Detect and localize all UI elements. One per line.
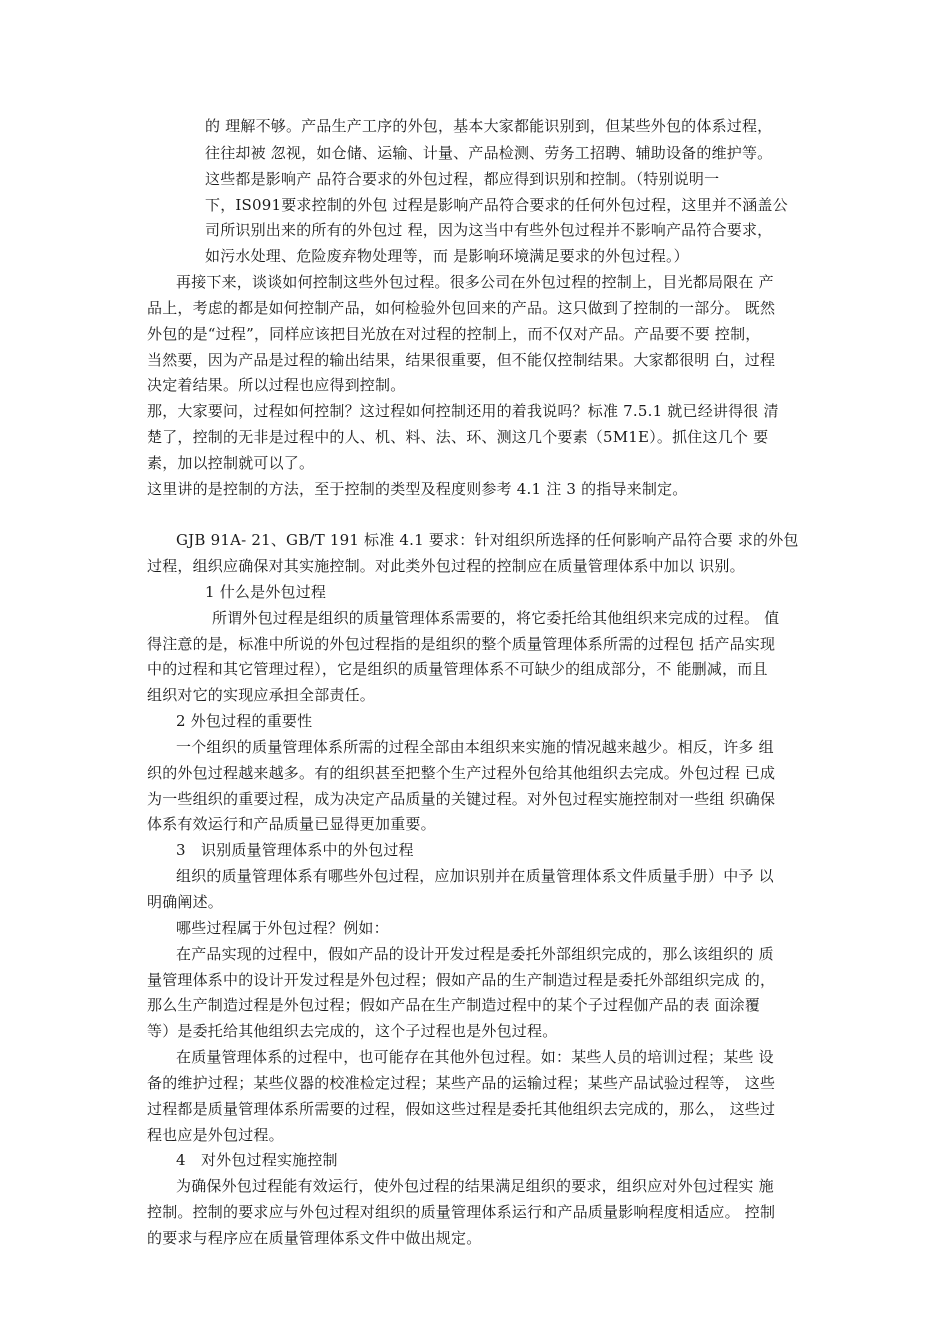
paragraph-line: GJB 91A- 21、GB/T 191 标准 4.1 要求：针对组织所选择的任何影响产品符合要 求的外包 bbox=[176, 531, 799, 549]
paragraph-line: 组织的质量管理体系有哪些外包过程，应加识别并在质量管理体系文件质量手册）中予 以 bbox=[176, 867, 774, 885]
paragraph-line: 如污水处理、危险废弃物处理等，而 是影响环境满足要求的外包过程。） bbox=[205, 247, 689, 265]
paragraph-line: 等）是委托给其他组织去完成的，这个子过程也是外包过程。 bbox=[147, 1022, 558, 1040]
paragraph-line: 控制。控制的要求应与外包过程对组织的质量管理体系运行和产品质量影响程度相适应。 控制 bbox=[147, 1203, 776, 1221]
paragraph-line: 得注意的是，标准中所说的外包过程指的是组织的整个质量管理体系所需的过程包 括产品实现 bbox=[147, 635, 776, 653]
paragraph-line: 在质量管理体系的过程中，也可能存在其他外包过程。如：某些人员的培训过程；某些 设 bbox=[176, 1048, 774, 1066]
paragraph-line: 量管理体系中的设计开发过程是外包过程；假如产品的生产制造过程是委托外部组织完成 的， bbox=[147, 971, 776, 989]
paragraph-line: 程也应是外包过程。 bbox=[147, 1126, 284, 1144]
paragraph-line: 体系有效运行和产品质量已显得更加重要。 bbox=[147, 815, 436, 833]
paragraph-line: 当然要，因为产品是过程的输出结果，结果很重要，但不能仅控制结果。大家都很明 白，过程 bbox=[147, 351, 776, 369]
paragraph-line: 那么生产制造过程是外包过程；假如产品在生产制造过程中的某个子过程伽产品的表 面涂覆 bbox=[147, 996, 760, 1014]
paragraph-line: 中的过程和其它管理过程），它是组织的质量管理体系不可缺少的组成部分，不 能删减，而且 bbox=[147, 660, 768, 678]
paragraph-line: 为确保外包过程能有效运行，使外包过程的结果满足组织的要求，组织应对外包过程实 施 bbox=[176, 1177, 774, 1195]
paragraph-line: 备的维护过程；某些仪器的校准检定过程；某些产品的运输过程；某些产品试验过程等， 这些 bbox=[147, 1074, 776, 1092]
paragraph-line: 为一些组织的重要过程，成为决定产品质量的关键过程。对外包过程实施控制对一些组 织确保 bbox=[147, 790, 776, 808]
paragraph-line: 过程都是质量管理体系所需要的过程，假如这些过程是委托其他组织去完成的，那么， 这些过 bbox=[147, 1100, 776, 1118]
paragraph-line: 外包的是“过程”，同样应该把目光放在对过程的控制上，而不仅对产品。产品要不要 控制， bbox=[147, 325, 761, 343]
paragraph-line: 过程，组织应确保对其实施控制。对此类外包过程的控制应在质量管理体系中加以 识别。 bbox=[147, 557, 745, 575]
section-heading: 3 识别质量管理体系中的外包过程 bbox=[176, 841, 414, 859]
paragraph-line: 下，IS091要求控制的外包 过程是影响产品符合要求的任何外包过程，这里并不涵盖公 bbox=[205, 196, 788, 214]
paragraph-line: 在产品实现的过程中，假如产品的设计开发过程是委托外部组织完成的，那么该组织的 质 bbox=[176, 945, 774, 963]
paragraph-line: 这些都是影响产 品符合要求的外包过程，都应得到识别和控制。（特别说明一 bbox=[205, 170, 720, 188]
paragraph-line: 明确阐述。 bbox=[147, 893, 224, 911]
paragraph-line: 哪些过程属于外包过程？例如： bbox=[176, 919, 389, 937]
paragraph-line: 决定着结果。所以过程也应得到控制。 bbox=[147, 376, 406, 394]
paragraph-line: 的 理解不够。产品生产工序的外包，基本大家都能识别到，但某些外包的体系过程， bbox=[205, 117, 773, 135]
paragraph-line: 楚了，控制的无非是过程中的人、机、料、法、环、测这几个要素（5M1E）。抓住这几个 要 bbox=[147, 428, 769, 446]
paragraph-line: 的要求与程序应在质量管理体系文件中做出规定。 bbox=[147, 1229, 482, 1247]
section-heading: 1 什么是外包过程 bbox=[205, 583, 327, 601]
section-heading: 2 外包过程的重要性 bbox=[176, 712, 313, 730]
paragraph-line: 品上，考虑的都是如何控制产品，如何检验外包回来的产品。这只做到了控制的一部分。 既然 bbox=[147, 299, 776, 317]
paragraph-line: 司所识别出来的所有的外包过 程，因为这当中有些外包过程并不影响产品符合要求， bbox=[205, 221, 773, 239]
paragraph-line: 所谓外包过程是组织的质量管理体系需要的，将它委托给其他组织来完成的过程。 值 bbox=[212, 609, 780, 627]
paragraph-line: 素，加以控制就可以了。 bbox=[147, 454, 315, 472]
section-heading: 4 对外包过程实施控制 bbox=[176, 1151, 338, 1169]
paragraph-line: 这里讲的是控制的方法，至于控制的类型及程度则参考 4.1 注 3 的指导来制定。 bbox=[147, 480, 688, 498]
paragraph-line: 织的外包过程越来越多。有的组织甚至把整个生产过程外包给其他组织去完成。外包过程 已成 bbox=[147, 764, 776, 782]
paragraph-line: 再接下来，谈谈如何控制这些外包过程。很多公司在外包过程的控制上，目光都局限在 产 bbox=[176, 273, 774, 291]
paragraph-line: 一个组织的质量管理体系所需的过程全部由本组织来实施的情况越来越少。相反，许多 组 bbox=[176, 738, 774, 756]
paragraph-line: 往往却被 忽视，如仓储、运输、计量、产品检测、劳务工招聘、辅助设备的维护等。 bbox=[205, 144, 773, 162]
paragraph-line: 组织对它的实现应承担全部责任。 bbox=[147, 686, 376, 704]
paragraph-line: 那，大家要问，过程如何控制？这过程如何控制还用的着我说吗？标准 7.5.1 就已经讲得很 清 bbox=[147, 402, 779, 420]
